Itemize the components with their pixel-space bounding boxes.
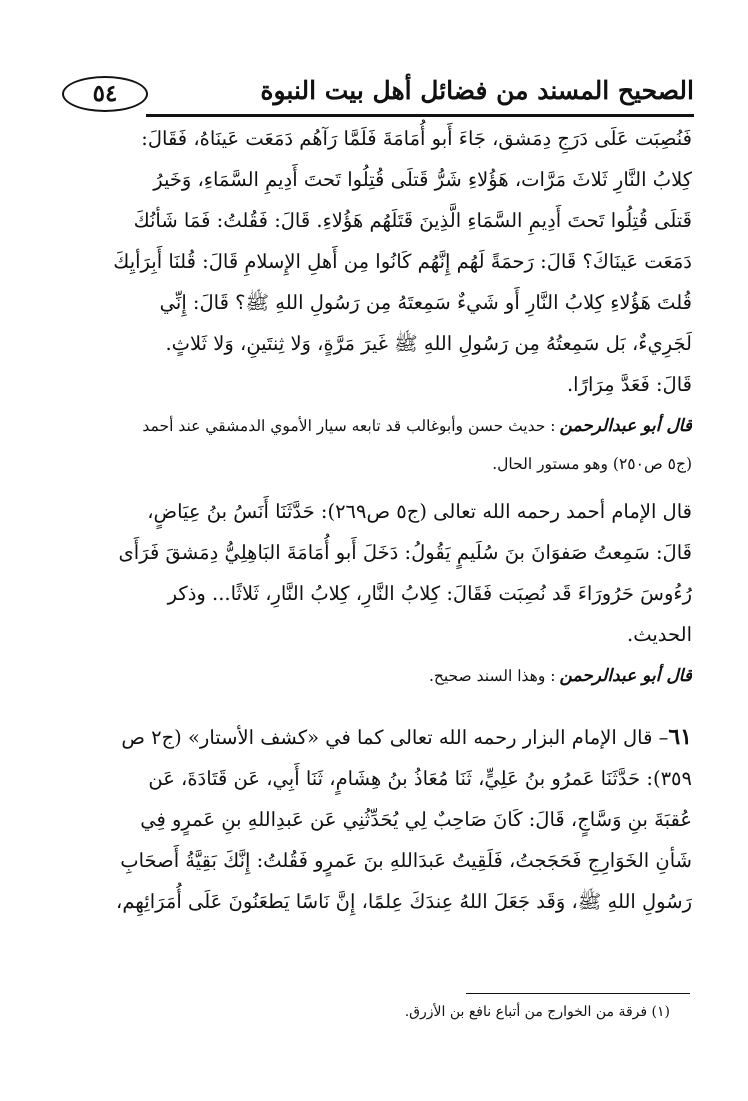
text-line: قُلتَ هَؤُلاءِ كِلابُ النَّارِ أَو شَيءٌ سَمِعتَهُ مِن رَسُولِ اللهِ ﷺ؟ قَالَ: إِنِّي <box>159 291 692 314</box>
text-line: رَسُولِ اللهِ ﷺ، وَقَد جَعَلَ اللهُ عِندَكَ عِلمًا، إِنَّ نَاسًا يَطعَنُونَ عَلَى أُمَرَائِهِم، <box>116 890 692 913</box>
note-text: : وهذا السند صحيح. <box>428 667 556 685</box>
footnote-rule <box>466 993 690 994</box>
running-title: الصحيح المسند من فضائل أهل بيت النبوة <box>260 76 694 105</box>
text-line: قَالَ: فَعَدَّ مِرَارًا. <box>566 373 692 396</box>
spacer <box>66 703 692 717</box>
text-line: ٣٥٩): حَدَّثَنَا عَمرُو بنُ عَلِيٍّ، ثَنَا مُعَاذُ بنُ هِشَامٍ، ثَنَا أَبِي، عَن قَتَادَةَ، عَن <box>148 767 692 790</box>
header-rule <box>146 114 694 117</box>
text-line: رُءُوسَ حَرُورَاءَ قَد نُصِبَت فَقَالَ: كِلابُ النَّارِ، كِلابُ النَّارِ، ثَلاثًا... وذكر <box>167 582 692 605</box>
note-line <box>66 407 692 445</box>
paragraph-2 <box>66 491 692 655</box>
editor-note-1 <box>66 407 692 483</box>
hadith-61 <box>66 717 692 922</box>
text-line: لَجَرِيءٌ، بَل سَمِعتُهُ مِن رَسُولِ اللهِ ﷺ غَيرَ مَرَّةٍ، وَلا ثِنتَينِ، وَلا ثَلاثٍ. <box>165 332 692 355</box>
note-text: : حديث حسن وأبوغالب قد تابعه سيار الأموي الدمشقي عند أحمد <box>142 417 556 435</box>
text-line: شَأنِ الخَوَارِجِ فَحَجَجتُ، فَلَقِيتُ عَبدَاللهِ بنَ عَمرٍو فَقُلتُ: إِنَّكَ بَقِيَّةُ أَصحَابِ <box>120 849 692 872</box>
note-line: (ج٥ ص٢٥٠) وهو مستور الحال. <box>492 455 692 473</box>
text-line: فَنُصِبَت عَلَى دَرَجِ دِمَشق، جَاءَ أَبو أُمَامَةَ فَلَمَّا رَآهُم دَمَعَت عَينَاهُ، فَقَالَ: <box>141 127 692 150</box>
footnote-marker: (١) <box>651 1004 670 1020</box>
editor-signature: قال أبو عبدالرحمن <box>559 416 692 436</box>
hadith-intro: – قال الإمام البزار رحمه الله تعالى كما في «كشف الأستار» (ج٢ ص <box>121 726 669 749</box>
editor-signature: قال أبو عبدالرحمن <box>559 666 692 686</box>
text-line: قَتلَى قُتِلُوا تَحتَ أَدِيمِ السَّمَاءِ الَّذِينَ قَتَلَهُم هَؤُلاءِ. قَالَ: فَقُلتُ: فَمَا شَأنُكَ <box>133 209 692 232</box>
text-line: كِلابُ النَّارِ ثَلاثَ مَرَّات، هَؤُلاءِ شَرُّ قَتلَى قُتِلُوا تَحتَ أَدِيمِ السَّمَاءِ، وَخَيرُ <box>153 168 692 191</box>
text-line: قَالَ: سَمِعتُ صَفوَانَ بنَ سُلَيمٍ يَقُولُ: دَخَلَ أَبو أُمَامَةَ البَاهِلِيُّ دِمَشقَ فَرَأَى <box>118 541 692 564</box>
page-number-badge: ٥٤ <box>62 76 148 112</box>
text-line: قال الإمام أحمد رحمه الله تعالى (ج٥ ص٢٦٩): حَدَّثَنَا أَنَسُ بنُ عِيَاضٍ، <box>147 500 692 523</box>
text-line: دَمَعَت عَينَاكَ؟ قَالَ: رَحمَةً لَهُم إِنَّهُم كَانُوا مِن أَهلِ الإِسلامِ قَالَ: قُلنَا أَبِرَأيِكَ <box>113 250 692 273</box>
footnote-text: فرقة من الخوارج من أتباع نافع بن الأزرق. <box>404 1004 648 1020</box>
text-line: عُقبَةَ بنِ وَسَّاجٍ، قَالَ: كَانَ صَاحِبٌ لِي يُحَدِّثُنِي عَن عَبدِاللهِ بنِ عَمرٍو فِي <box>140 808 692 831</box>
note-line <box>66 657 692 695</box>
page-header <box>62 74 694 118</box>
footnote <box>70 1000 670 1024</box>
paragraph-1 <box>66 118 692 405</box>
text-line: الحديث. <box>627 623 692 646</box>
page-body <box>66 118 692 922</box>
editor-note-2 <box>66 657 692 695</box>
text-line <box>66 717 692 758</box>
hadith-number: ٦١ <box>668 724 692 750</box>
